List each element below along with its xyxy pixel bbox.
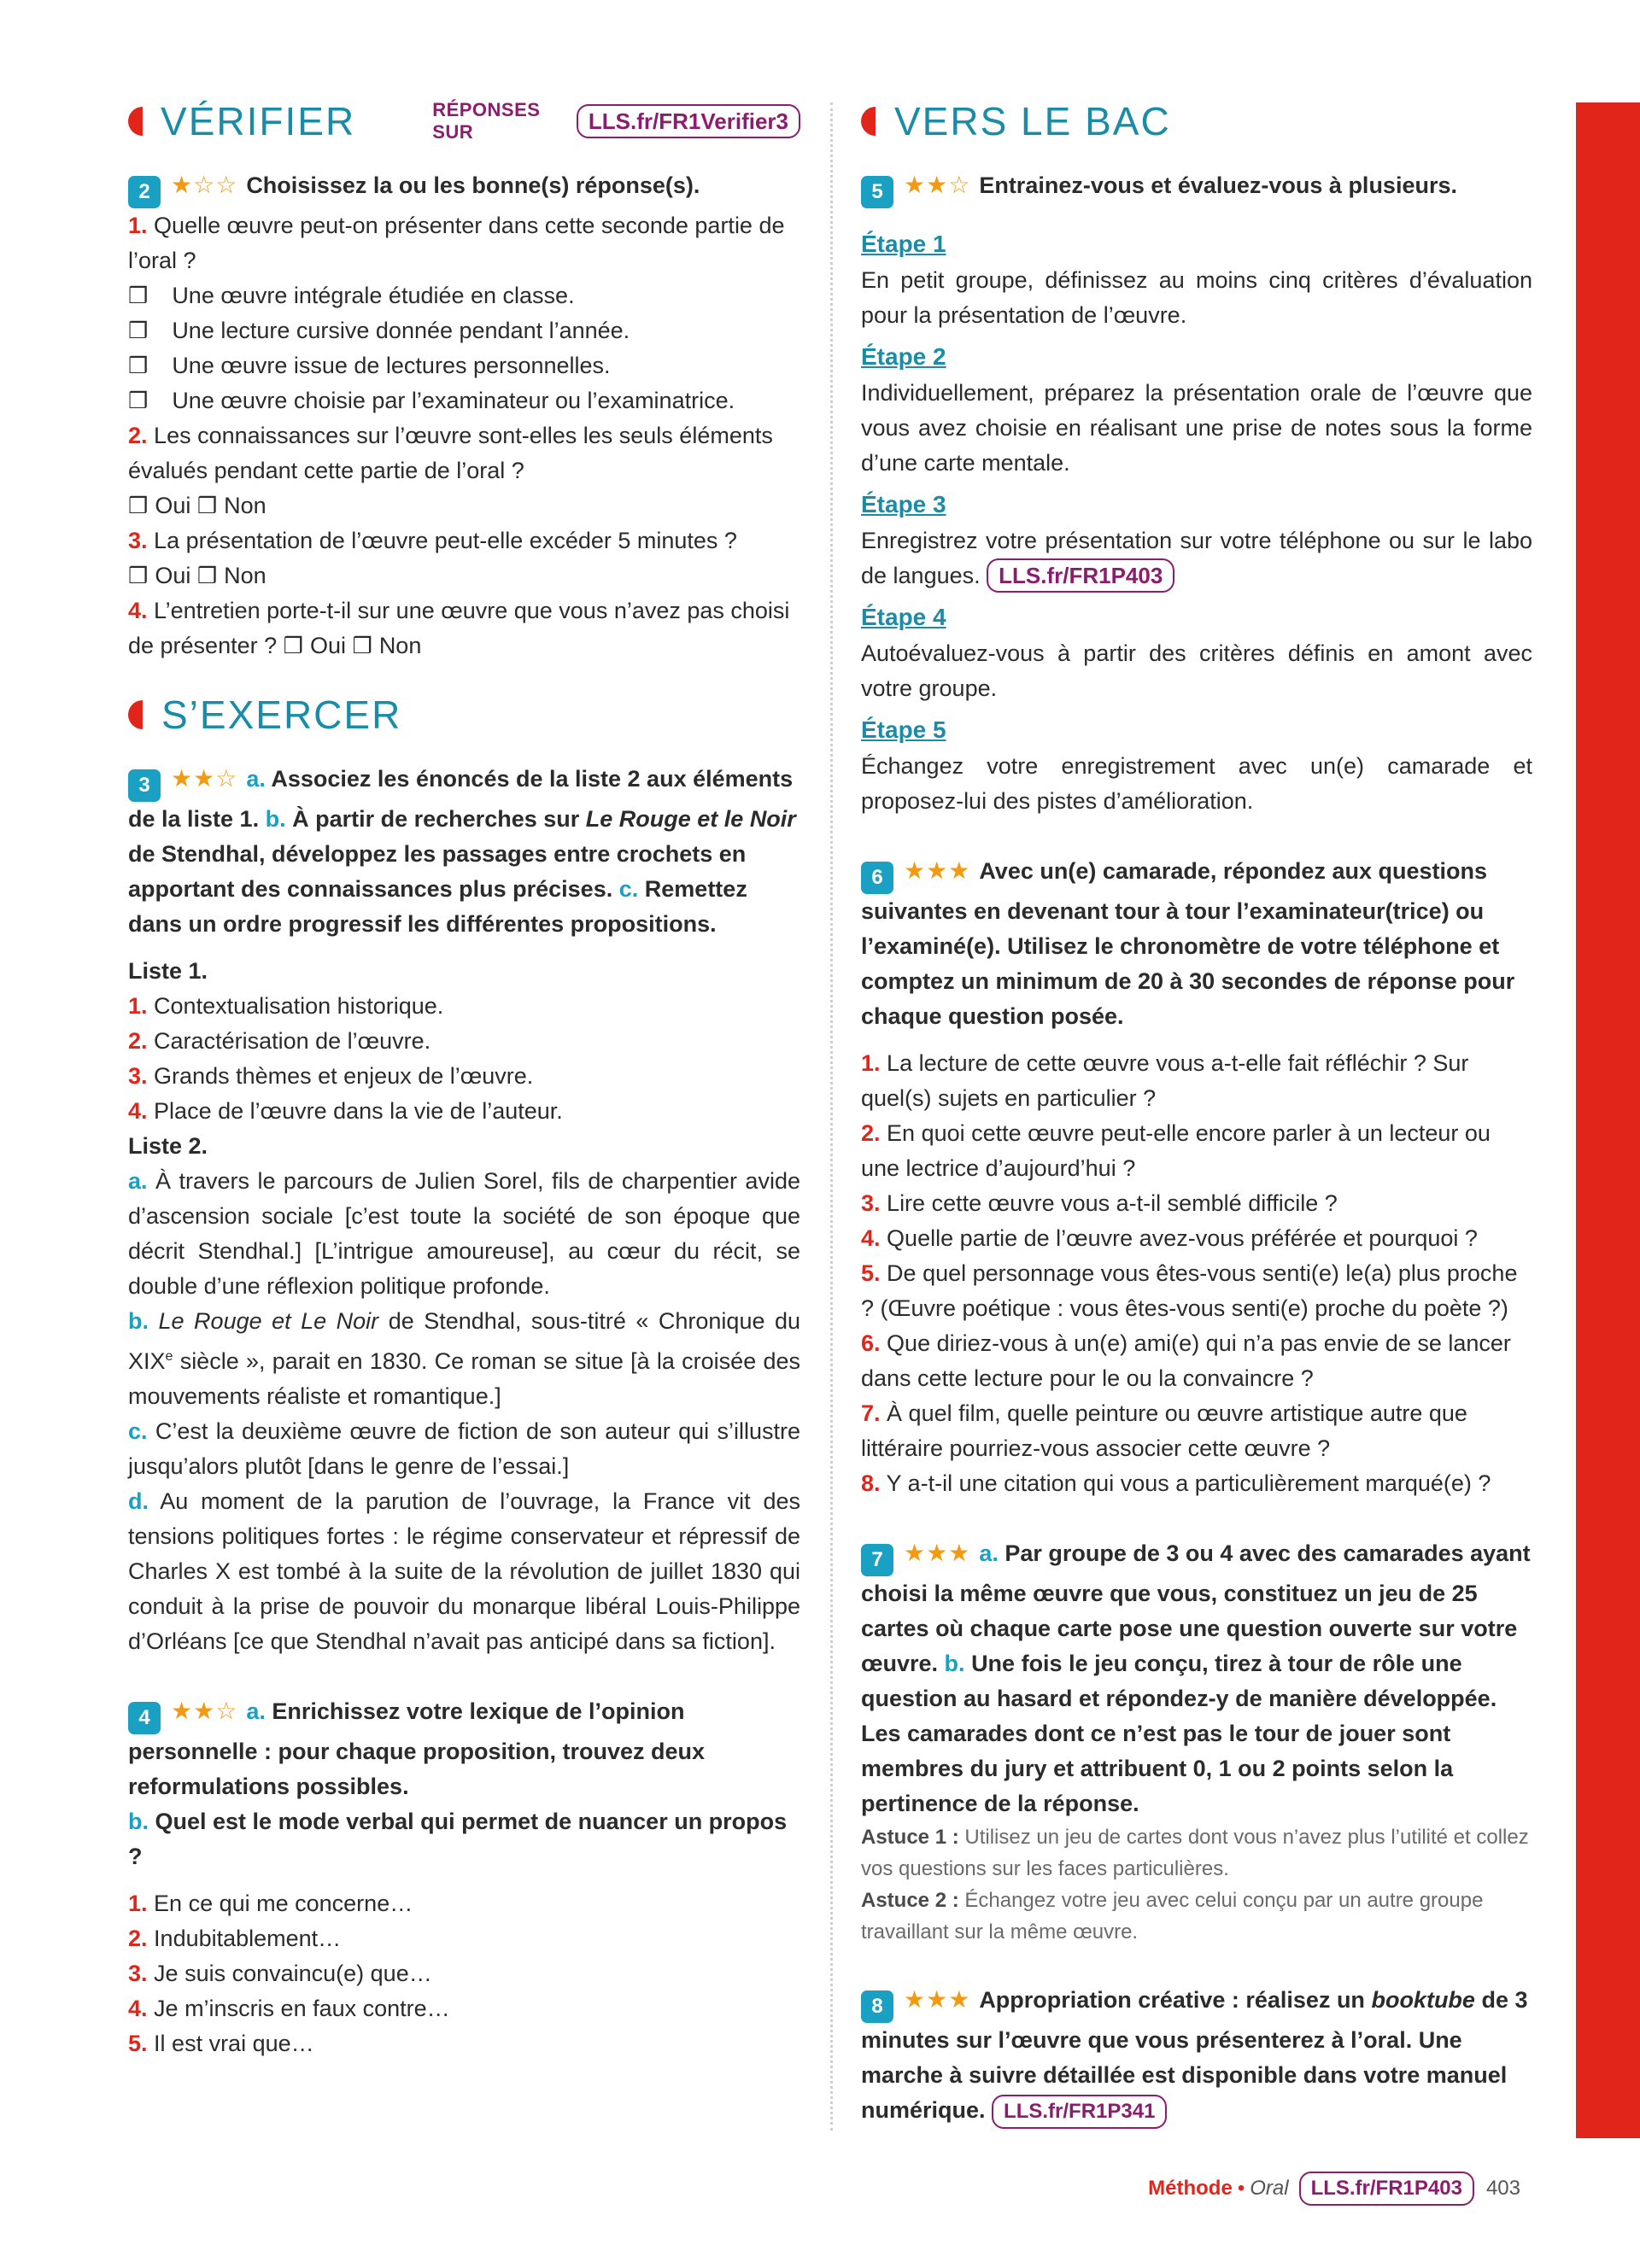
etape-5-title: Étape 5 [861, 716, 946, 743]
list-item [128, 1991, 800, 2026]
item-text: siècle », parait en 1830. Ce roman se situe [à la croisée des mouvements réaliste et romantique.] [128, 1348, 800, 1409]
column-divider [830, 102, 833, 2131]
exercise-number-badge: 6 [861, 862, 893, 894]
sub-letter: b. [944, 1651, 965, 1676]
question-4 [128, 593, 800, 663]
etape-4-title: Étape 4 [861, 604, 946, 630]
instruction-text: Remettez dans un ordre progressif les différentes propositions. [128, 876, 747, 937]
checkbox-icon[interactable]: ❒ [196, 493, 218, 518]
question-number: 3. [128, 528, 148, 553]
option-label: Une œuvre intégrale étudiée en classe. [172, 283, 575, 308]
footer-oral: Oral [1250, 2177, 1289, 2200]
item-number: 1. [128, 993, 148, 1019]
item-text: Place de l’œuvre dans la vie de l’auteur. [154, 1098, 563, 1124]
question-number: 4. [128, 598, 148, 623]
question-text: La présentation de l’œuvre peut-elle excéder 5 minutes ? [154, 528, 737, 553]
left-column [128, 94, 800, 2061]
list-item [861, 1396, 1532, 1466]
item-number: 3. [128, 1063, 148, 1089]
item-text: Grands thèmes et enjeux de l’œuvre. [154, 1063, 534, 1089]
book-title: Le Rouge et le Noir [585, 806, 796, 832]
question-text: L’entretien porte-t-il sur une œuvre que vous n’avez pas choisi de présenter ? [128, 598, 790, 658]
list-item [128, 989, 800, 1024]
footer-link[interactable]: LLS.fr/FR1P403 [1299, 2172, 1474, 2206]
question-text: Quelle œuvre peut-on présenter dans cette seconde partie de l’oral ? [128, 213, 785, 273]
item-number: 1. [861, 1050, 881, 1076]
item-text: Il est vrai que… [154, 2031, 314, 2056]
question-1 [128, 208, 800, 278]
option-checkbox[interactable] [128, 383, 800, 418]
etape-3-title: Étape 3 [861, 491, 946, 517]
exercise-number-badge: 8 [861, 1990, 893, 2023]
oui-non-choice [128, 488, 800, 523]
item-text: Y a-t-il une citation qui vous a particulièrement marqué(e) ? [886, 1470, 1491, 1496]
option-checkbox[interactable] [128, 348, 800, 383]
half-circle-icon [128, 700, 143, 729]
item-text: Je suis convaincu(e) que… [154, 1961, 432, 1986]
oui-label: Oui [155, 563, 191, 588]
item-number: 4. [128, 1098, 148, 1124]
instruction-text: Appropriation créative : réalisez un [979, 1987, 1365, 2013]
astuce-2 [861, 1885, 1532, 1948]
difficulty-stars-icon: ★★☆ [904, 172, 971, 198]
item-number: 5. [861, 1260, 881, 1286]
page-footer [1128, 2172, 1520, 2206]
instruction-text: Par groupe de 3 ou 4 avec des camarades ayant choisi la même œuvre que vous, constituez un jeu de 25 cartes où chaque carte pose une question ouverte sur votre œuvre. [861, 1540, 1531, 1676]
sub-letter: c. [618, 876, 639, 902]
instruction-text: Une fois le jeu conçu, tirez à tour de rôle une question au hasard et répondez-y de manière développée. Les camarades dont ce n’est pas le tour de jouer sont membres du jury et attribuent 0, 1 ou 2 points selon la pertinence de la réponse. [861, 1651, 1497, 1816]
liste-2-item-a [128, 1164, 800, 1304]
liste-2-item-c [128, 1414, 800, 1484]
instruction-text: Avec un(e) camarade, répondez aux questions suivantes en devenant tour à tour l’examinateur(trice) ou l’examiné(e). Utilisez le chronomètre de votre téléphone et comptez un minimum de 20 à 30 secondes de réponse pour chaque question posée. [861, 858, 1515, 1029]
list-item [861, 1326, 1532, 1396]
list-item [128, 1094, 800, 1129]
checkbox-icon[interactable]: ❒ [128, 283, 149, 308]
checkbox-icon[interactable]: ❒ [128, 388, 149, 413]
oui-label: Oui [155, 493, 191, 518]
etape-2-title: Étape 2 [861, 343, 946, 370]
item-text: À travers le parcours de Julien Sorel, fils de charpentier avide d’ascension sociale [c’est toute la société de son époque que décrit Stendhal.] [L’intrigue amoureuse], au cœur du récit, se double d’une réflexion politique profonde. [128, 1168, 800, 1299]
item-number: 7. [861, 1400, 881, 1426]
item-text: En ce qui me concerne… [154, 1891, 413, 1916]
manual-link[interactable]: LLS.fr/FR1P341 [992, 2095, 1167, 2129]
difficulty-stars-icon: ★★☆ [171, 765, 238, 792]
item-text: En quoi cette œuvre peut-elle encore parler à un lecteur ou une lectrice d’aujourd’hui ? [861, 1120, 1491, 1181]
exercise-number-badge: 4 [128, 1702, 161, 1734]
astuce-text: Utilisez un jeu de cartes dont vous n’avez plus l’utilité et collez vos questions sur les faces particulières. [861, 1826, 1529, 1880]
item-text: La lecture de cette œuvre vous a-t-elle fait réfléchir ? Sur quel(s) sujets en particulier ? [861, 1050, 1469, 1111]
item-text: Que diriez-vous à un(e) ami(e) qui n’a pas envie de se lancer dans cette lecture pour le ou la convaincre ? [861, 1330, 1511, 1391]
question-2 [128, 418, 800, 488]
item-letter: c. [128, 1418, 148, 1444]
item-text: Lire cette œuvre vous a-t-il semblé difficile ? [887, 1190, 1338, 1216]
question-number: 2. [128, 423, 148, 448]
etape-5-text: Échangez votre enregistrement avec un(e) camarade et proposez-lui des pistes d’amélioration. [861, 753, 1532, 814]
half-circle-icon [861, 107, 876, 136]
oui-label: Oui [309, 633, 346, 658]
liste-2-item-d [128, 1484, 800, 1659]
exercise-number-badge: 7 [861, 1544, 893, 1576]
item-number: 4. [128, 1996, 148, 2021]
superscript: e [165, 1349, 173, 1364]
item-number: 8. [861, 1470, 881, 1496]
list-item [128, 1886, 800, 1921]
astuce-label: Astuce 2 : [861, 1889, 959, 1912]
item-text: Je m’inscris en faux contre… [154, 1996, 450, 2021]
exercise-number-badge: 5 [861, 176, 893, 208]
etape-1-title: Étape 1 [861, 231, 946, 257]
instruction-text: Quel est le mode verbal qui permet de nuancer un propos ? [128, 1809, 788, 1869]
non-label: Non [224, 563, 266, 588]
liste-2-item-b [128, 1304, 800, 1414]
liste-2-title: Liste 2. [128, 1133, 208, 1159]
responses-label: RÉPONSES SUR [432, 99, 541, 143]
item-letter: b. [128, 1308, 149, 1334]
instruction-text: Associez les énoncés de la liste 2 aux éléments de la liste 1. [128, 766, 794, 832]
exercise-number-badge: 3 [128, 769, 161, 802]
section-title: VERS LE BAC [894, 99, 1171, 143]
difficulty-stars-icon: ★☆☆ [171, 172, 238, 198]
footer-methode: Méthode [1148, 2177, 1233, 2200]
astuce-1 [861, 1821, 1532, 1885]
astuce-text: Échangez votre jeu avec celui conçu par un autre groupe travaillant sur la même œuvre. [861, 1889, 1484, 1944]
item-number: 4. [861, 1225, 881, 1251]
option-checkbox[interactable] [128, 313, 800, 348]
exercise-instruction: Choisissez la ou les bonne(s) réponse(s). [246, 172, 700, 198]
etape-3-link[interactable]: LLS.fr/FR1P403 [987, 558, 1174, 593]
half-circle-icon [128, 107, 142, 136]
exercise-6-header [861, 853, 1532, 1034]
instruction-text: À partir de recherches sur [292, 806, 580, 832]
checkbox-icon[interactable]: ❒ [128, 563, 149, 588]
list-item [128, 1921, 800, 1956]
non-label: Non [378, 633, 422, 658]
item-number: 1. [128, 1891, 148, 1916]
difficulty-stars-icon: ★★☆ [171, 1698, 238, 1724]
exercise-4-header [128, 1693, 800, 1874]
item-text: Indubitablement… [154, 1926, 342, 1951]
sub-letter: a. [246, 766, 266, 792]
item-number: 3. [128, 1961, 148, 1986]
item-number: 5. [128, 2031, 148, 2056]
instruction-text: de Stendhal, développez les passages entre crochets en apportant des connaissances plus précises. [128, 841, 747, 902]
item-number: 6. [861, 1330, 881, 1356]
sub-letter: a. [246, 1698, 266, 1724]
list-item [861, 1186, 1532, 1221]
checkbox-icon[interactable]: ❒ [352, 633, 372, 658]
section-header-exercer [128, 687, 800, 742]
etape-3-text [861, 523, 1532, 593]
exercise-2-header [128, 167, 800, 208]
checkbox-icon[interactable]: ❒ [128, 318, 149, 343]
section-header-verifier [128, 94, 800, 149]
exercise-5-header [861, 167, 1532, 208]
difficulty-stars-icon: ★★★ [904, 1540, 971, 1566]
item-letter: a. [128, 1168, 148, 1194]
exercise-7-header [861, 1535, 1532, 1821]
list-item [861, 1046, 1532, 1116]
right-color-band [1576, 102, 1640, 2138]
booktube-term: booktube [1371, 1987, 1475, 2013]
etape-4-text: Autoévaluez-vous à partir des critères définis en amont avec votre groupe. [861, 640, 1532, 701]
difficulty-stars-icon: ★★★ [904, 1986, 971, 2013]
astuce-label: Astuce 1 : [861, 1826, 959, 1849]
item-text: Quelle partie de l’œuvre avez-vous préférée et pourquoi ? [887, 1225, 1478, 1251]
book-title: Le Rouge et Le Noir [158, 1308, 379, 1334]
option-label: Une lecture cursive donnée pendant l’année. [172, 318, 630, 343]
list-item [861, 1116, 1532, 1186]
option-checkbox[interactable] [128, 278, 800, 313]
list-item [128, 1024, 800, 1059]
list-item [861, 1221, 1532, 1256]
etape-2-text: Individuellement, préparez la présentation orale de l’œuvre que vous avez choisie en réalisant une prise de notes sous la forme d’une carte mentale. [861, 380, 1532, 476]
sub-letter: b. [128, 1809, 149, 1834]
instruction-text: de 3 minutes sur l’œuvre que vous présenterez à l’oral. Une marche à suivre détaillée est disponible dans votre manuel numérique. [861, 1987, 1528, 2123]
list-item [128, 1059, 800, 1094]
checkbox-icon[interactable]: ❒ [128, 493, 149, 518]
question-text: Les connaissances sur l’œuvre sont-elles les seuls éléments évalués pendant cette partie de l’oral ? [128, 423, 773, 483]
question-number: 1. [128, 213, 148, 238]
option-label: Une œuvre issue de lectures personnelles. [172, 353, 611, 378]
item-text: C’est la deuxième œuvre de fiction de son auteur qui s’illustre jusqu’alors plutôt [dans le genre de l’essai.] [128, 1418, 800, 1479]
page-number: 403 [1485, 2177, 1520, 2200]
item-number: 2. [861, 1120, 881, 1146]
checkbox-icon[interactable]: ❒ [128, 353, 149, 378]
checkbox-icon[interactable]: ❒ [196, 563, 218, 588]
non-label: Non [224, 493, 266, 518]
list-item [128, 1956, 800, 1991]
item-text: de Stendhal, sous-titré « Chronique du XIX [128, 1308, 801, 1374]
item-text: Caractérisation de l’œuvre. [154, 1028, 431, 1054]
item-text: De quel personnage vous êtes-vous senti(e) le(a) plus proche ? (Œuvre poétique : vous êtes-vous senti(e) proche du poète ?) [861, 1260, 1518, 1321]
instruction-text: Entrainez-vous et évaluez-vous à plusieurs. [979, 172, 1457, 198]
exercise-8-header [861, 1982, 1532, 2129]
instruction-text: Enrichissez votre lexique de l’opinion personnelle : pour chaque proposition, trouvez deux reformulations possibles. [128, 1698, 706, 1799]
sub-letter: a. [979, 1540, 999, 1566]
list-item [861, 1466, 1532, 1501]
section-title: S’EXERCER [161, 693, 402, 737]
responses-block [432, 99, 800, 143]
sub-letter: b. [265, 806, 286, 832]
checkbox-icon[interactable]: ❒ [283, 633, 303, 658]
item-text: Au moment de la parution de l’ouvrage, la France vit des tensions politiques fortes : le régime conservateur et répressif de Charles X est tombé à la suite de la révolution de juillet 1830 qui conduit à la prise de pouvoir du monarque libéral Louis-Philippe d’Orléans [ce que Stendhal n’avait pas anticipé dans sa fiction]. [128, 1488, 800, 1654]
etape-1-text: En petit groupe, définissez au moins cinq critères d’évaluation pour la présentation de l’œuvre. [861, 267, 1532, 328]
question-3 [128, 523, 800, 558]
item-number: 2. [128, 1028, 148, 1054]
item-text: À quel film, quelle peinture ou œuvre artistique autre que littéraire pourriez-vous associer cette œuvre ? [861, 1400, 1467, 1461]
footer-separator: • [1237, 2177, 1245, 2200]
difficulty-stars-icon: ★★★ [904, 857, 971, 884]
responses-link[interactable]: LLS.fr/FR1Verifier3 [577, 104, 800, 138]
right-column [861, 94, 1532, 2129]
exercise-number-badge: 2 [128, 176, 161, 208]
item-letter: d. [128, 1488, 149, 1514]
option-label: Une œuvre choisie par l’examinateur ou l’examinatrice. [172, 388, 735, 413]
etape-text: Enregistrez votre présentation sur votre téléphone ou sur le labo de langues. [861, 528, 1532, 588]
section-title: VÉRIFIER [161, 99, 356, 143]
oui-non-choice [128, 558, 800, 593]
exercise-3-header [128, 761, 800, 942]
liste-1-title: Liste 1. [128, 958, 208, 984]
section-header-bac [861, 94, 1532, 149]
item-number: 2. [128, 1926, 148, 1951]
list-item [861, 1256, 1532, 1326]
item-text: Contextualisation historique. [154, 993, 444, 1019]
list-item [128, 2026, 800, 2061]
item-number: 3. [861, 1190, 881, 1216]
